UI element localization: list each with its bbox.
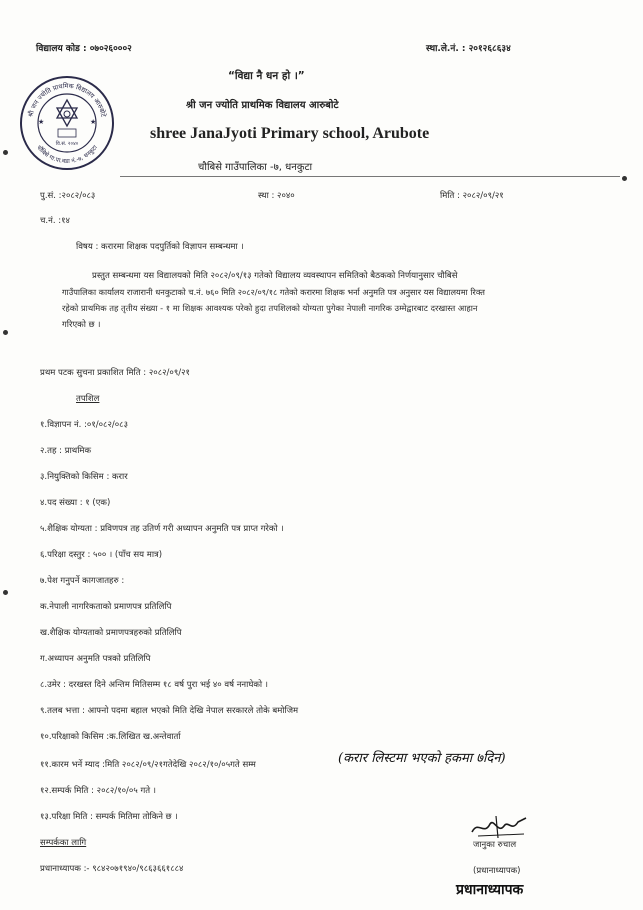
item-doc-license: ग.अध्यापन अनुमति पत्रको प्रतिलिपि bbox=[40, 654, 151, 664]
svg-text:★: ★ bbox=[90, 118, 97, 126]
first-notice-date: प्रथम पटक सुचना प्रकाशित मिति : २०८२/०९/२१ bbox=[40, 368, 190, 378]
body-line-2: गाउँपालिका कार्यालय राजारानी धनकुटाको च.नं. ७६० मिति २०८२/०९/१८ गतेको करारमा शिक्षक भर्ना अनुमति पत्र अनुसार यस विद्यालयमा रिक्त bbox=[62, 287, 485, 297]
item-exam-fee: ६.परिक्षा दस्तुर : ५०० । (पाँच सय मात्र) bbox=[40, 550, 163, 560]
item-exam-date: १३.परिक्षा मिति : सम्पर्क मितिमा तोकिने छ । bbox=[40, 812, 178, 822]
item-age: ८.उमेर : दरखस्त दिने अन्तिम मितिसम्म १८ वर्ष पुरा भई ४० वर्ष ननाघेको । bbox=[40, 680, 269, 690]
principal-phone: प्रधानाध्यापक :- ९८४२०७१९४०/९८६३६६१८८४ bbox=[40, 864, 184, 874]
item-appointment-type: ३.नियुक्तिको किसिम : करार bbox=[40, 472, 128, 482]
seal-ring-top: श्री जन ज्योति प्राथमिक विद्यालय आरुबोटे bbox=[26, 81, 108, 118]
item-advertisement-no: १.विज्ञापन नं. :०१/०८२/०८३ bbox=[40, 420, 129, 430]
school-seal bbox=[18, 74, 116, 172]
body-line-3: रहेको प्राथमिक तह तृतीय संख्या - १ मा शिक्षक आवश्यक परेको हुदा तपशिलको योग्यता पुगेका नेपाली नागरिक उम्मेद्वारबाट दरखास्त आहान bbox=[62, 303, 478, 313]
signatory-name: जानुका रुचाल bbox=[473, 840, 517, 850]
pan-number: स्था.ले.नं. : २०१२६८६३४ bbox=[426, 44, 511, 54]
subject: विषय : करारमा शिक्षक पदपुर्तिको विज्ञापन सम्बन्धमा । bbox=[76, 242, 244, 252]
details-heading: तपशिल bbox=[76, 394, 100, 404]
established-year: स्था : २०४० bbox=[258, 191, 295, 201]
item-exam-type: १०.परिक्षाको किसिम :क.लिखित ख.अन्तेवार्ता bbox=[40, 732, 181, 742]
scan-mark bbox=[3, 330, 8, 335]
item-salary: ९.तलब भत्ता : आफ्नो पदमा बहाल भएको मिति देखि नेपाल सरकारले तोके बमोजिम bbox=[40, 706, 299, 716]
seal-year: वि.सं. २०४० bbox=[55, 141, 79, 147]
contact-heading: सम्पर्कका लागि bbox=[40, 838, 87, 848]
svg-text:★: ★ bbox=[38, 118, 45, 126]
school-name-english: shree JanaJyoti Primary school, Arubote bbox=[150, 125, 430, 142]
motto: “विद्या नै धन हो ।” bbox=[228, 70, 305, 82]
principal-stamp: प्रधानाध्यापक bbox=[456, 882, 524, 898]
school-code: विद्यालय कोड : ०७०२६०००२ bbox=[36, 44, 132, 54]
item-form-deadline: ११.कारम भर्ने म्याद :मिति २०८२/०९/२१गतेदेखि २०८२/१०/०५गते सम्म bbox=[40, 760, 256, 770]
item-level: २.तह : प्राथमिक bbox=[40, 446, 92, 456]
school-name-nepali: श्री जन ज्योति प्राथमिक विद्यालय आरुबोटे bbox=[186, 100, 339, 111]
scan-mark bbox=[3, 590, 8, 595]
scan-mark bbox=[3, 150, 8, 155]
item-doc-academic: ख.शैक्षिक योग्यताको प्रमाणपत्रहरुको प्रतिलिपि bbox=[40, 628, 182, 638]
signatory-title: (प्रधानाध्यापक) bbox=[473, 866, 521, 876]
school-address: चौबिसे गाउँपालिका -७, धनकुटा bbox=[198, 162, 313, 173]
item-qualification: ५.शैक्षिक योग्यता : प्रविणपत्र तह उतिर्ण गरी अध्यापन अनुमति पत्र प्राप्त गरेको । bbox=[40, 524, 284, 534]
item-doc-citizenship: क.नेपाली नागरिकताको प्रमाणपत्र प्रतिलिपि bbox=[40, 602, 172, 612]
scan-mark bbox=[622, 176, 627, 181]
cn-number: च.नं. :१४ bbox=[40, 216, 70, 226]
item-post-count: ४.पद संख्या : १ (एक) bbox=[40, 498, 111, 508]
body-line-1: प्रस्तुत सम्बन्धमा यस विद्यालयको मिति २०८२/०९/१३ गतेको विद्यालय व्यवस्थापन समितिको बैठकको निर्णयानुसार चौबिसे bbox=[92, 271, 458, 281]
handwritten-note: (करार लिस्टमा भएको हकमा ७दिन) bbox=[338, 751, 506, 766]
item-contact-date: १२.सम्पर्क मिति : २०८२/१०/०५ गते । bbox=[40, 786, 157, 796]
seal-ring-bottom: चौबिसे गा.पा.वडा नं.-७, धनकुटा bbox=[35, 144, 99, 166]
letter-date: मिति : २०८२/०९/२१ bbox=[440, 191, 504, 201]
header-divider bbox=[120, 176, 620, 177]
ps-number: पु.सं. :२०८२/०८३ bbox=[40, 191, 96, 201]
body-line-4: गरिएको छ । bbox=[62, 320, 101, 330]
item-documents: ७.पेश गनुपर्ने कागजातहरु : bbox=[40, 576, 125, 586]
